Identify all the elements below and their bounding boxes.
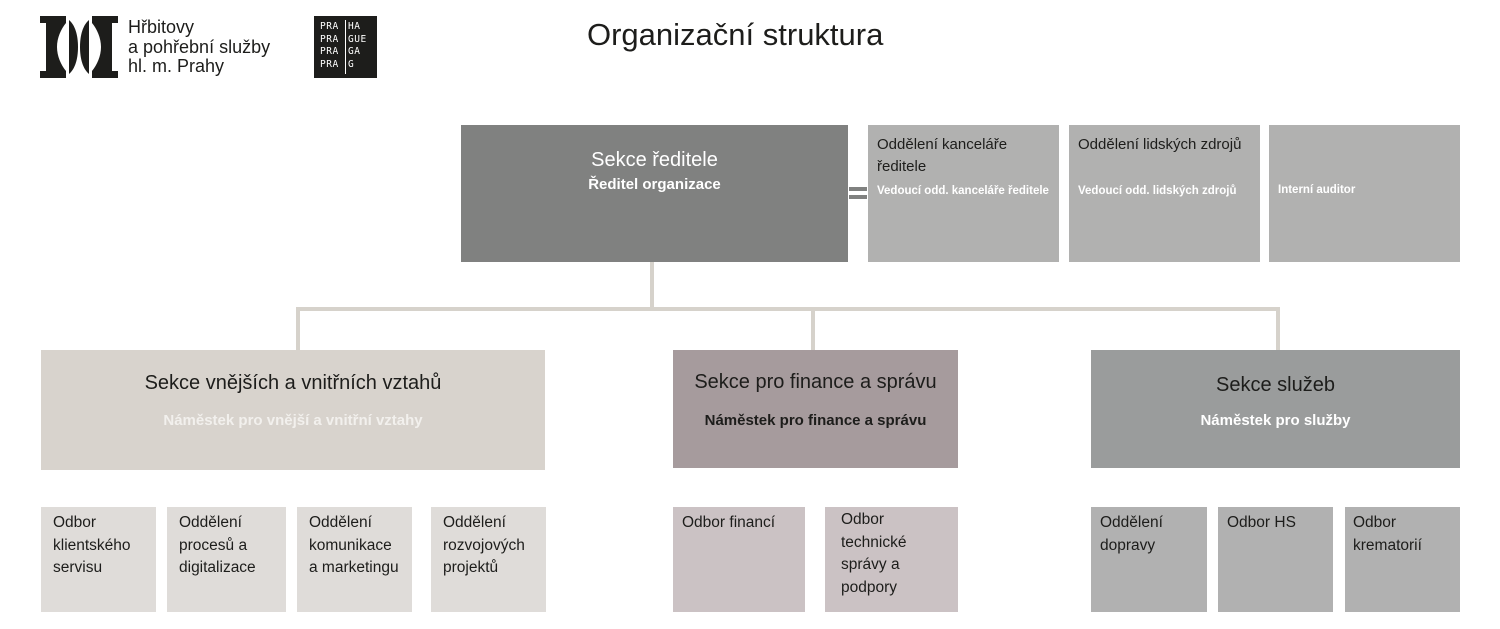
- finance-section-subtitle: Náměstek pro finance a správu: [704, 412, 927, 429]
- internal-auditor-box: [1269, 125, 1460, 262]
- praha-city-logo: [314, 16, 377, 78]
- director-section-box: [461, 125, 848, 262]
- dept-transport: Oddělení dopravy: [1091, 507, 1207, 612]
- services-section-title: Sekce služeb: [1216, 374, 1335, 396]
- connector-services: [1276, 307, 1280, 350]
- logo-line-2: a pohřební služby: [128, 36, 271, 57]
- dept-technical-administration: Odbor technické správy a podpory: [825, 507, 958, 612]
- dept-finance: Odbor financí: [673, 507, 805, 612]
- director-section-subtitle: Ředitel organizace: [588, 176, 721, 193]
- services-section-subtitle: Náměstek pro služby: [1200, 412, 1351, 429]
- hr-department-head: Vedoucí odd. lidských zdrojů: [1078, 185, 1237, 197]
- connector-relations: [296, 307, 300, 350]
- office-of-director-box: [868, 125, 1059, 262]
- praha-logo-left: PRA PRA PRA PRA: [320, 21, 339, 70]
- staff-link-bar-bottom: [849, 195, 867, 199]
- praha-logo-divider: [345, 20, 346, 74]
- relations-section-box: [41, 350, 545, 470]
- dept-processes-digitalization: Oddělení procesů a digitalizace: [167, 507, 286, 612]
- page-title: Organizační struktura: [587, 17, 884, 52]
- relations-section-subtitle: Náměstek pro vnější a vnitřní vztahy: [163, 412, 423, 429]
- dept-communication-marketing: Oddělení komunikace a marketingu: [297, 507, 412, 612]
- dept-client-service: Odbor klientského servisu: [41, 507, 156, 612]
- organization-name: [128, 18, 270, 77]
- director-section-title: Sekce ředitele: [591, 149, 718, 171]
- connector-horizontal: [296, 307, 1280, 311]
- office-of-director-head: Vedoucí odd. kanceláře ředitele: [877, 185, 1049, 197]
- dept-crematoria: Odbor krematorií: [1345, 507, 1460, 612]
- hr-department-box: [1069, 125, 1260, 262]
- finance-section-title: Sekce pro finance a správu: [694, 371, 937, 393]
- hrbitovy-logo-icon: [40, 16, 118, 78]
- internal-auditor-label: Interní auditor: [1278, 184, 1356, 196]
- office-of-director-title: Oddělení kanceláře ředitele: [877, 136, 1008, 175]
- logo-line-3: hl. m. Prahy: [128, 56, 225, 76]
- finance-section-box: [673, 350, 958, 468]
- connector-director-down: [650, 262, 654, 308]
- hr-department-title: Oddělení lidských zdrojů: [1078, 136, 1242, 153]
- logo-line-1: Hřbitovy: [128, 17, 195, 37]
- praha-logo-right: HA GUE GA G: [348, 21, 367, 70]
- relations-section-title: Sekce vnějších a vnitřních vztahů: [144, 372, 442, 394]
- dept-development-projects: Oddělení rozvojových projektů: [431, 507, 546, 612]
- connector-finance: [811, 307, 815, 350]
- dept-hs: Odbor HS: [1218, 507, 1333, 612]
- staff-link-bar-top: [849, 187, 867, 191]
- services-section-box: [1091, 350, 1460, 468]
